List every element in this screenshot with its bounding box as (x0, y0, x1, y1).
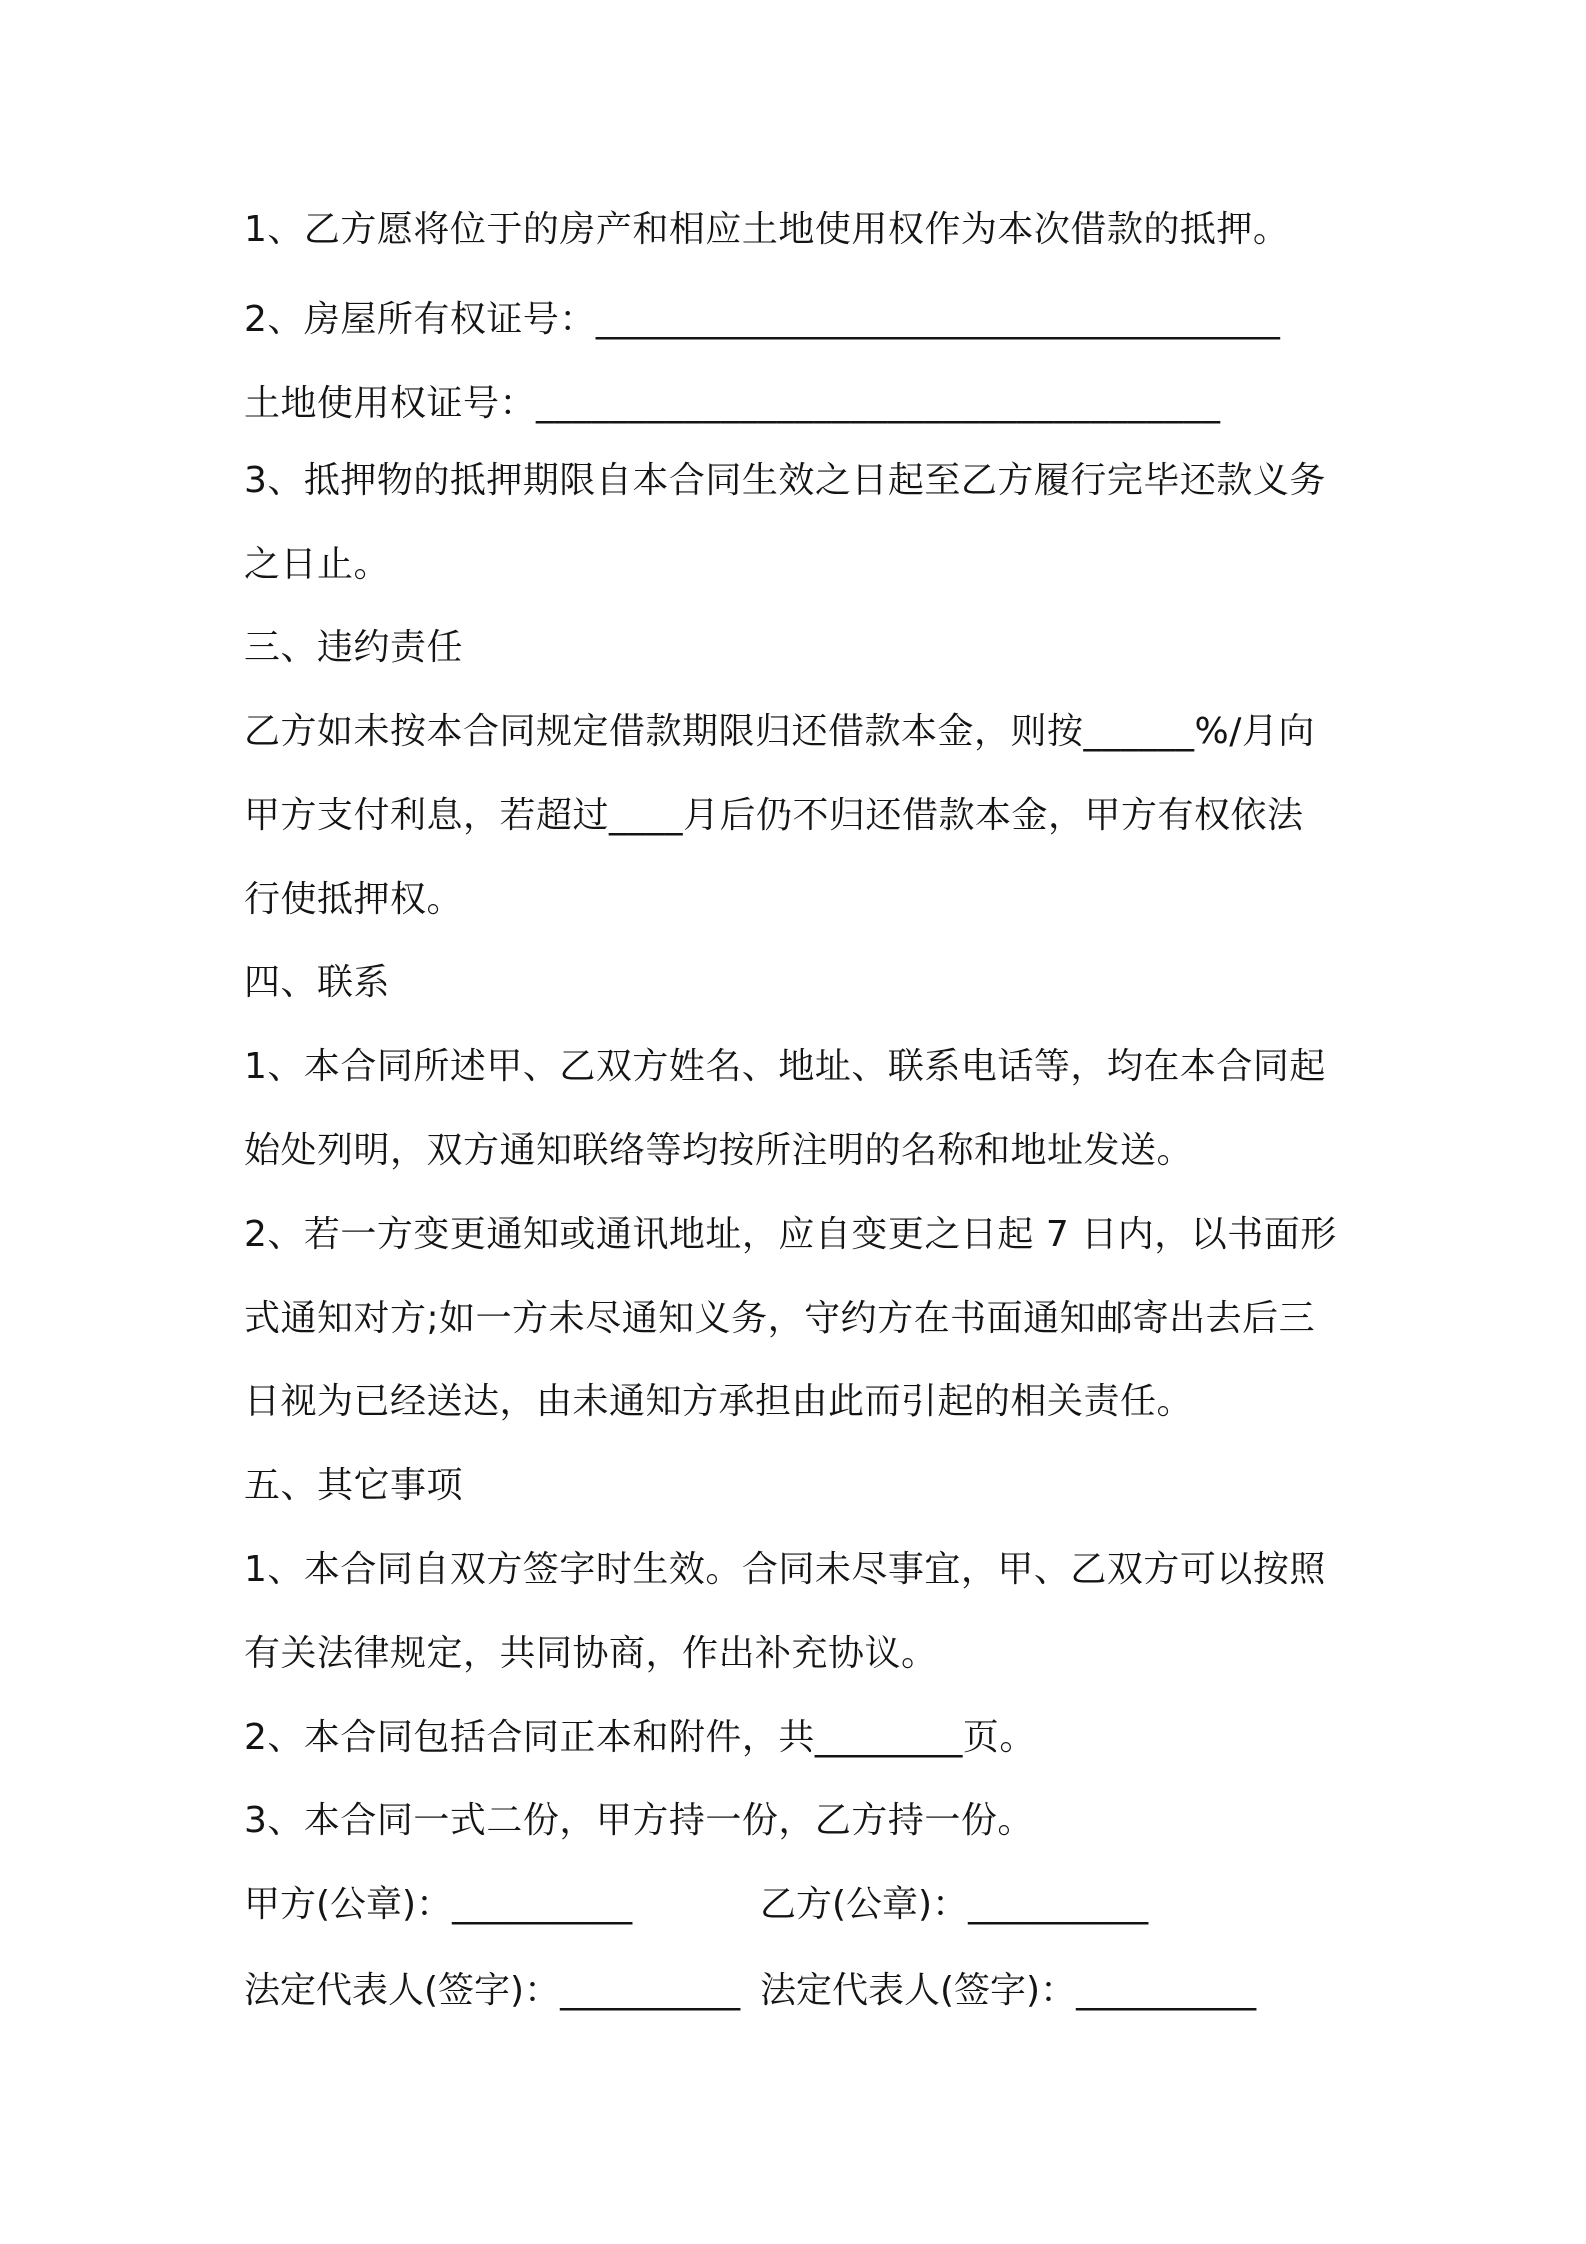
clause-contact-2-line2: 式通知对方;如一方未尽通知义务，守约方在书面通知邮寄出去后三 (244, 1298, 1316, 1339)
clause-breach-line3: 行使抵押权。 (244, 879, 464, 920)
party-b-representative-line: 法定代表人(签字)：__________ (760, 1970, 1257, 2011)
clause-mortgage-property: 1、乙方愿将位于的房产和相应土地使用权作为本次借款的抵押。 (244, 209, 1290, 250)
clause-contact-2-line1: 2、若一方变更通知或通讯地址，应自变更之日起 7 日内，以书面形 (244, 1214, 1337, 1255)
clause-contact-1-line1: 1、本合同所述甲、乙双方姓名、地址、联系电话等，均在本合同起 (244, 1046, 1326, 1087)
clause-mortgage-term-line1: 3、抵押物的抵押期限自本合同生效之日起至乙方履行完毕还款义务 (244, 460, 1326, 501)
section-heading-breach: 三、违约责任 (244, 627, 464, 668)
clause-mortgage-term-line2: 之日止。 (244, 544, 391, 585)
party-a-representative-line: 法定代表人(签字)：__________ (244, 1970, 741, 2011)
clause-other-1-line1: 1、本合同自双方签字时生效。合同未尽事宜，甲、乙双方可以按照 (244, 1549, 1326, 1590)
clause-breach-line2: 甲方支付利息，若超过____月后仍不归还借款本金，甲方有权依法 (244, 795, 1304, 836)
section-heading-contact: 四、联系 (244, 962, 391, 1003)
clause-other-1-line2: 有关法律规定，共同协商，作出补充协议。 (244, 1633, 938, 1674)
clause-contact-1-line2: 始处列明，双方通知联络等均按所注明的名称和地址发送。 (244, 1130, 1194, 1171)
clause-breach-line1: 乙方如未按本合同规定借款期限归还借款本金，则按______%/月向 (244, 711, 1315, 752)
clause-land-certificate: 土地使用权证号：_____________________________________ (244, 383, 1221, 424)
clause-house-certificate: 2、房屋所有权证号：_____________________________________ (244, 299, 1281, 340)
party-b-seal-line: 乙方(公章)：__________ (760, 1884, 1149, 1925)
section-heading-other: 五、其它事项 (244, 1465, 464, 1506)
clause-contact-2-line3: 日视为已经送达，由未通知方承担由此而引起的相关责任。 (244, 1381, 1194, 1422)
party-a-seal-line: 甲方(公章)：__________ (244, 1884, 633, 1925)
clause-other-2: 2、本合同包括合同正本和附件，共________页。 (244, 1717, 1036, 1758)
clause-other-3: 3、本合同一式二份，甲方持一份，乙方持一份。 (244, 1800, 1034, 1841)
